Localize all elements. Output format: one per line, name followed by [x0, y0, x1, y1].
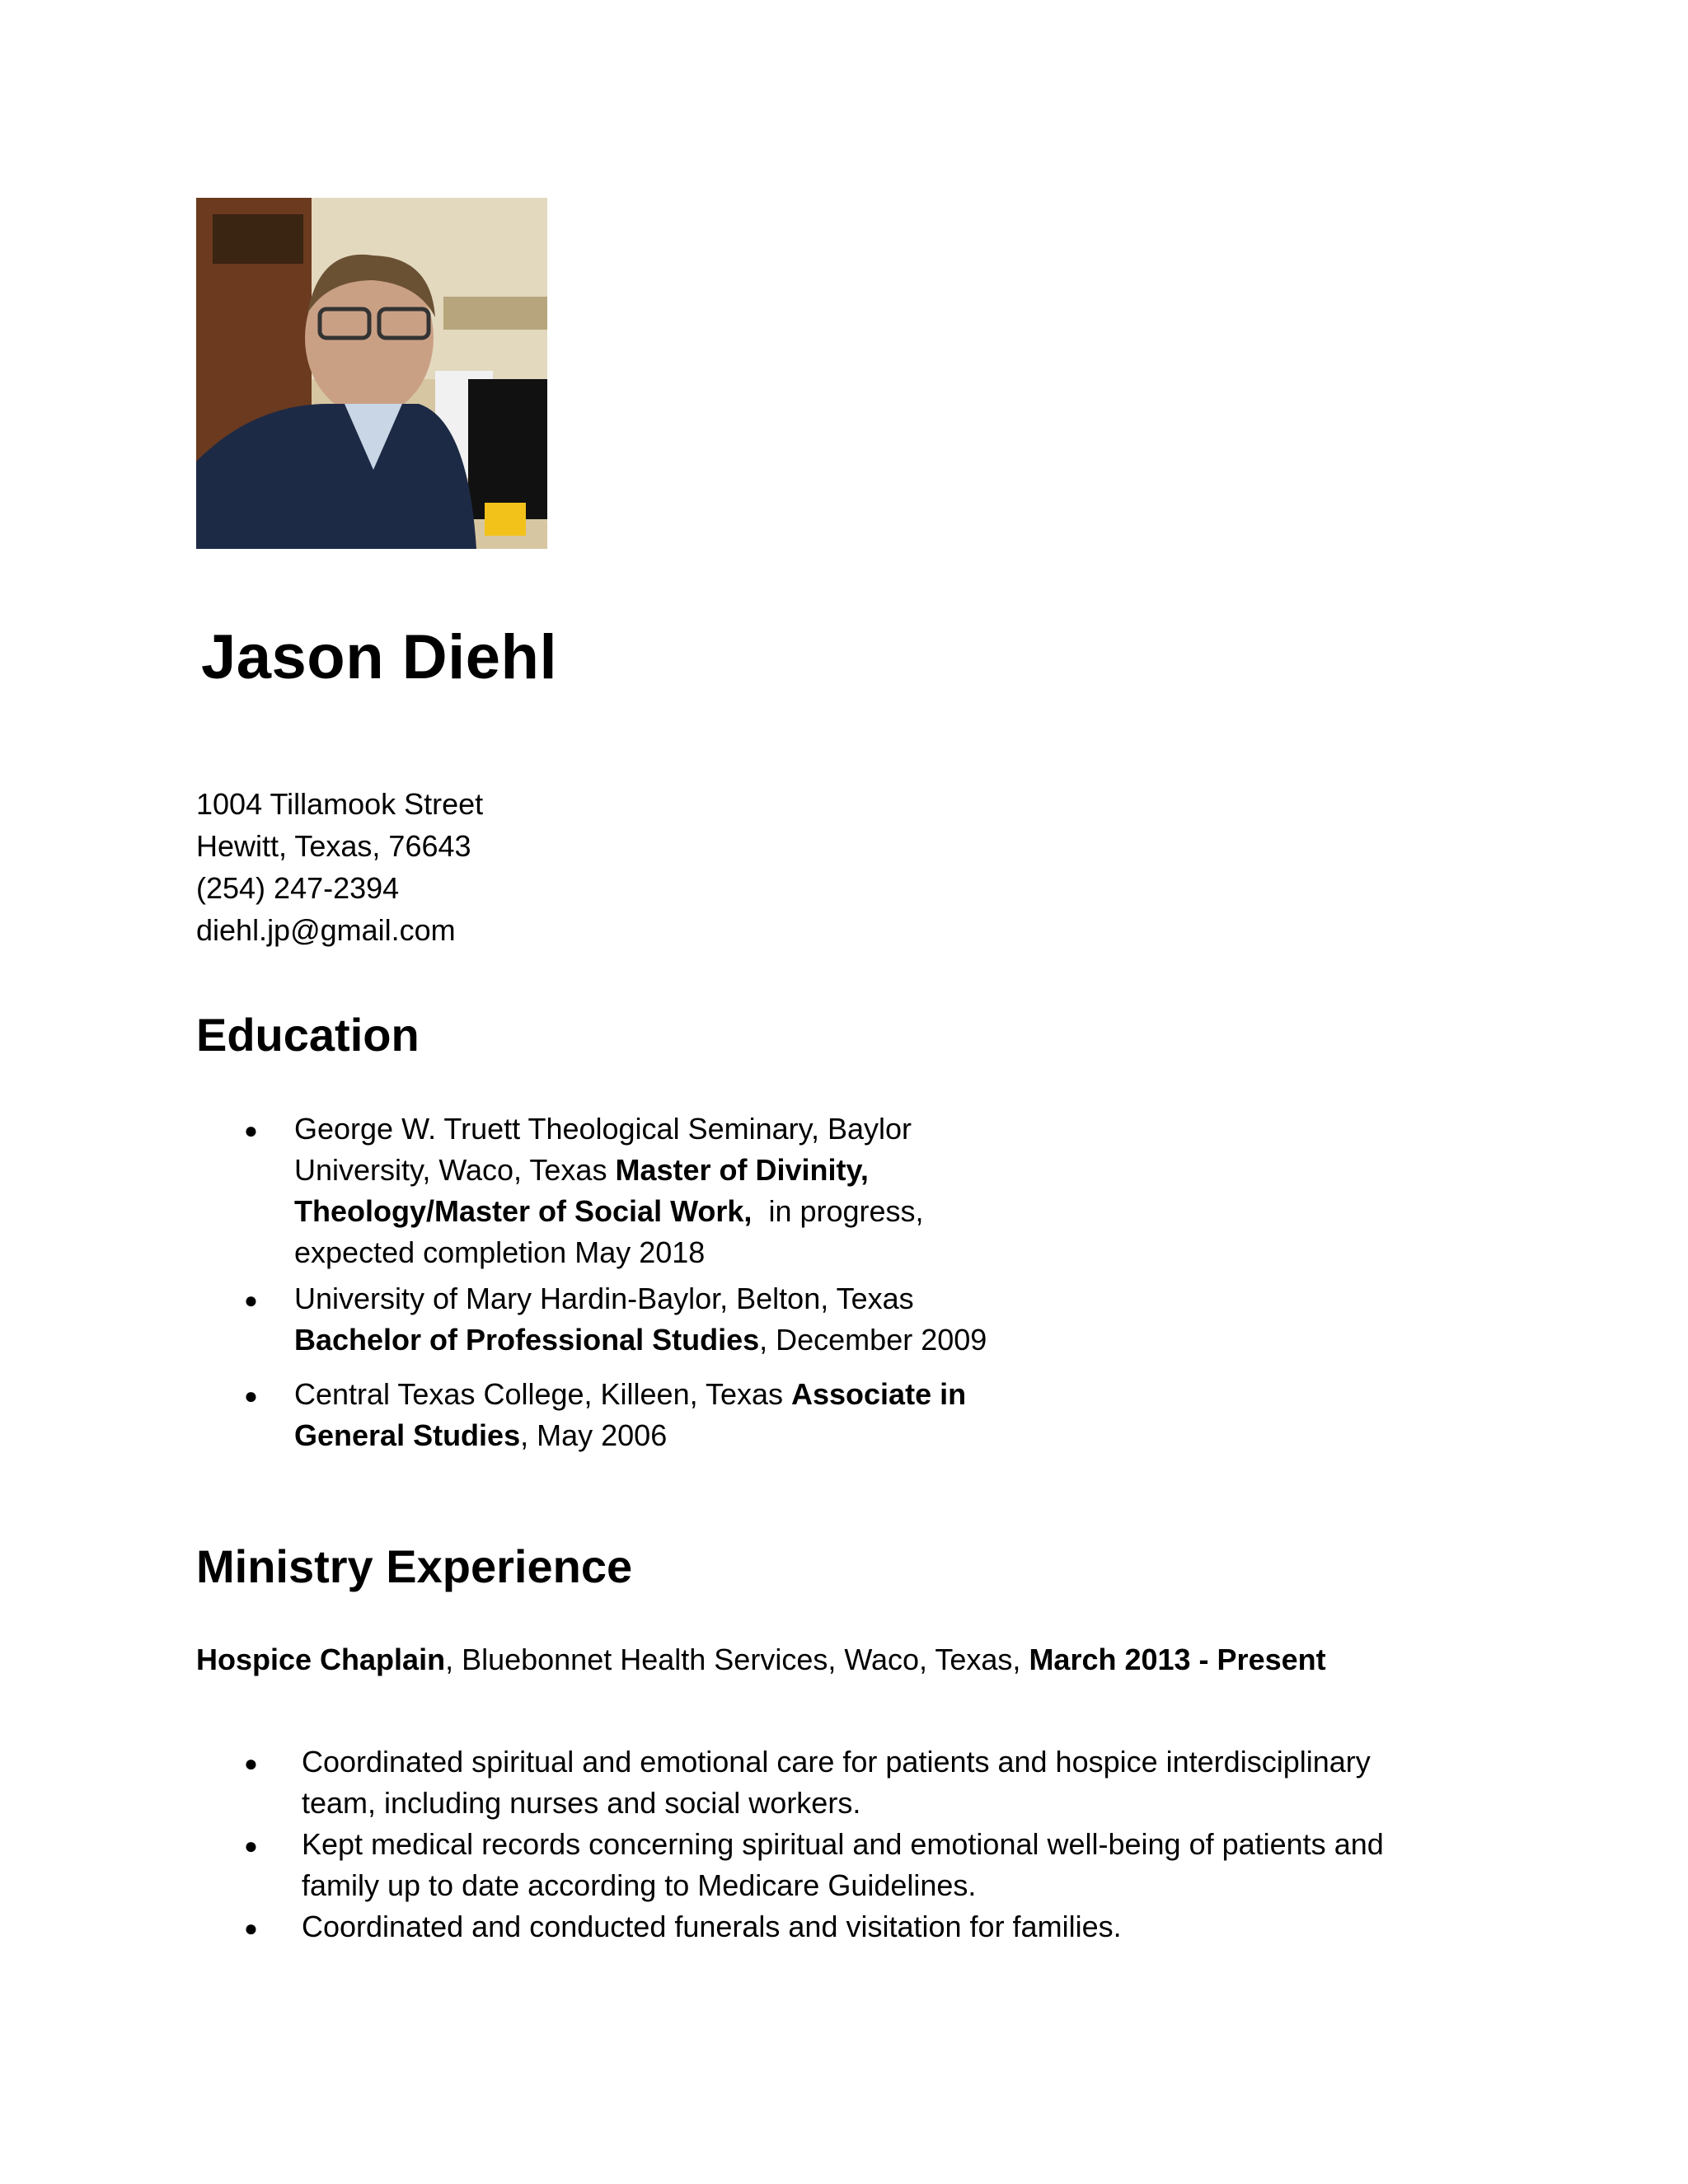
job-title: Hospice Chaplain — [196, 1643, 446, 1676]
job-dates: March 2013 - Present — [1029, 1643, 1326, 1676]
education-line: George W. Truett Theological Seminary, Baylor — [294, 1112, 912, 1146]
job-org: , Bluebonnet Health Services, Waco, Texas, — [445, 1643, 1029, 1676]
education-line — [294, 1191, 1036, 1232]
ministry-heading: Ministry Experience — [196, 1540, 633, 1592]
candidate-name: Jason Diehl — [201, 622, 558, 692]
education-line — [294, 1319, 1036, 1361]
job-title-line — [196, 1643, 1326, 1677]
contact-email: diehl.jp@gmail.com — [196, 913, 456, 947]
education-text: , December 2009 — [759, 1323, 987, 1357]
duty-line: Coordinated spiritual and emotional care for patients and hospice interdisciplinary — [302, 1745, 1371, 1779]
bullet-icon: ● — [244, 1287, 258, 1313]
education-line — [294, 1374, 1036, 1415]
duty-item — [0, 1906, 1456, 1947]
bullet-icon: ● — [244, 1750, 258, 1776]
bullet-icon: ● — [244, 1118, 258, 1143]
education-degree: Associate in — [791, 1377, 967, 1411]
education-text: , May 2006 — [520, 1418, 668, 1452]
duty-list — [0, 1741, 1456, 1947]
education-item — [0, 1108, 1036, 1278]
bullet-icon: ● — [244, 1915, 258, 1941]
duty-line: family up to date according to Medicare Guidelines. — [302, 1868, 977, 1902]
education-degree: Theology/Master of Social Work, — [294, 1194, 753, 1228]
education-line — [294, 1150, 1036, 1191]
profile-photo — [196, 198, 547, 549]
education-list — [0, 1108, 1036, 1465]
education-degree: Bachelor of Professional Studies — [294, 1323, 760, 1357]
contact-street: 1004 Tillamook Street — [196, 787, 484, 821]
duty-line: Coordinated and conducted funerals and visitation for families. — [302, 1910, 1122, 1943]
education-text: Central Texas College, Killeen, Texas — [294, 1377, 791, 1411]
duty-line: Kept medical records concerning spiritual and emotional well-being of patients and — [302, 1827, 1384, 1861]
bullet-icon: ● — [244, 1383, 258, 1408]
education-degree: Master of Divinity, — [615, 1153, 869, 1187]
education-text: in progress, — [752, 1194, 924, 1228]
education-degree: General Studies — [294, 1418, 521, 1452]
contact-city: Hewitt, Texas, 76643 — [196, 829, 471, 863]
education-line: University of Mary Hardin-Baylor, Belton, Texas — [294, 1282, 914, 1315]
duty-item — [0, 1741, 1456, 1824]
contact-block — [196, 783, 483, 951]
education-heading: Education — [196, 1009, 420, 1061]
education-text: University, Waco, Texas — [294, 1153, 616, 1187]
duty-line: team, including nurses and social workers. — [302, 1786, 861, 1820]
bullet-icon: ● — [244, 1833, 258, 1858]
education-item — [0, 1278, 1036, 1374]
education-line: expected completion May 2018 — [294, 1235, 706, 1269]
education-line — [294, 1415, 1036, 1456]
education-item — [0, 1374, 1036, 1465]
contact-phone: (254) 247-2394 — [196, 871, 400, 905]
duty-item — [0, 1824, 1456, 1906]
